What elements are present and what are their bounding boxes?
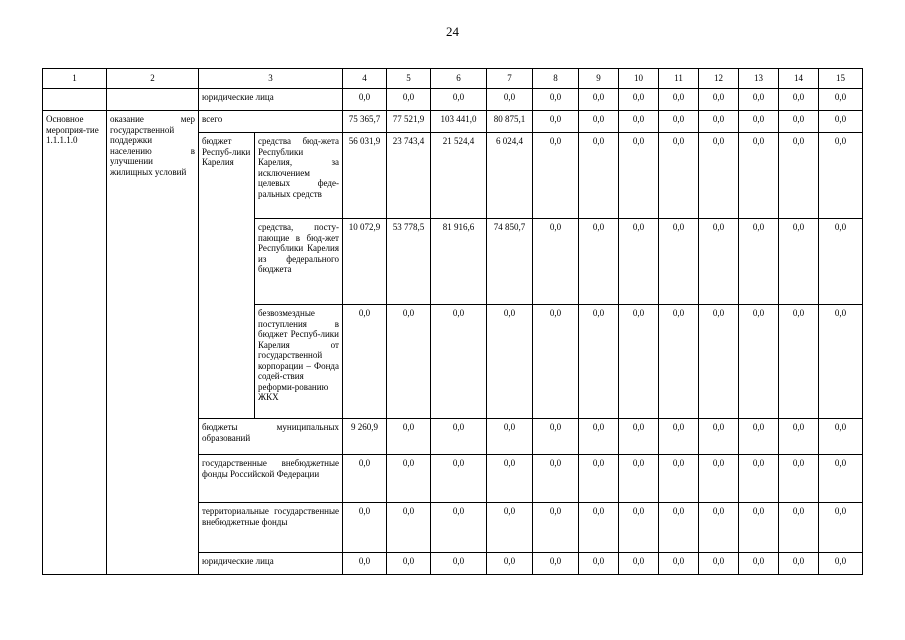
value-cell: 0,0: [819, 503, 863, 553]
value-cell: 0,0: [343, 503, 387, 553]
value-cell: 0,0: [739, 133, 779, 219]
header-cell: 7: [487, 69, 533, 89]
value-cell: 0,0: [779, 133, 819, 219]
value-cell: 0,0: [387, 305, 431, 419]
value-cell: 0,0: [659, 89, 699, 111]
value-cell: 9 260,9: [343, 419, 387, 455]
value-cell: 0,0: [699, 305, 739, 419]
value-cell: 0,0: [619, 503, 659, 553]
value-cell: 0,0: [487, 503, 533, 553]
value-cell: 0,0: [699, 503, 739, 553]
header-cell: 5: [387, 69, 431, 89]
header-cell: 15: [819, 69, 863, 89]
table-row: [43, 111, 863, 133]
value-cell: 0,0: [739, 503, 779, 553]
value-cell: 0,0: [619, 553, 659, 575]
value-cell: 0,0: [431, 553, 487, 575]
source-cell: средства, посту-пающие в бюд-жет Республики Карелия из федерального бюджета: [255, 219, 343, 305]
header-cell: 14: [779, 69, 819, 89]
value-cell: 0,0: [819, 219, 863, 305]
value-cell: 0,0: [579, 219, 619, 305]
header-cell: 3: [199, 69, 343, 89]
budget-group-cell: бюджет Респуб-лики Карелия: [199, 133, 255, 419]
value-cell: 0,0: [739, 111, 779, 133]
value-cell: 21 524,4: [431, 133, 487, 219]
value-cell: 10 072,9: [343, 219, 387, 305]
source-cell: бюджеты муниципальных образований: [199, 419, 343, 455]
value-cell: 0,0: [699, 553, 739, 575]
value-cell: 0,0: [619, 419, 659, 455]
value-cell: 0,0: [487, 305, 533, 419]
value-cell: 0,0: [431, 305, 487, 419]
value-cell: 0,0: [699, 111, 739, 133]
value-cell: 0,0: [533, 111, 579, 133]
value-cell: 0,0: [659, 305, 699, 419]
value-cell: 0,0: [819, 419, 863, 455]
value-cell: 0,0: [619, 133, 659, 219]
header-cell: 9: [579, 69, 619, 89]
value-cell: 0,0: [533, 89, 579, 111]
source-cell: всего: [199, 111, 343, 133]
value-cell: 0,0: [699, 419, 739, 455]
empty-cell: [43, 89, 107, 111]
value-cell: 0,0: [739, 455, 779, 503]
value-cell: 0,0: [819, 111, 863, 133]
value-cell: 56 031,9: [343, 133, 387, 219]
value-cell: 0,0: [487, 553, 533, 575]
value-cell: 0,0: [699, 219, 739, 305]
value-cell: 0,0: [779, 455, 819, 503]
value-cell: 0,0: [579, 419, 619, 455]
value-cell: 0,0: [739, 553, 779, 575]
source-cell: средства бюд-жета Республики Карелия, за исключением целевых феде-ральных средств: [255, 133, 343, 219]
measure-code-cell: Основное мероприя-тие 1.1.1.1.0: [43, 111, 107, 575]
value-cell: 0,0: [387, 419, 431, 455]
value-cell: 0,0: [739, 305, 779, 419]
source-cell: юридические лица: [199, 553, 343, 575]
value-cell: 74 850,7: [487, 219, 533, 305]
header-cell: 4: [343, 69, 387, 89]
value-cell: 77 521,9: [387, 111, 431, 133]
value-cell: 0,0: [431, 503, 487, 553]
header-row: [43, 69, 863, 89]
value-cell: 81 916,6: [431, 219, 487, 305]
value-cell: 0,0: [819, 305, 863, 419]
value-cell: 0,0: [779, 419, 819, 455]
value-cell: 0,0: [343, 455, 387, 503]
value-cell: 0,0: [779, 89, 819, 111]
value-cell: 0,0: [619, 111, 659, 133]
source-cell: безвозмездные поступления в бюджет Респуб-лики Карелия от государственной корпорации – Фонда содей-ствия реформи-рованию ЖКХ: [255, 305, 343, 419]
value-cell: 0,0: [533, 305, 579, 419]
value-cell: 0,0: [779, 111, 819, 133]
header-cell: 2: [107, 69, 199, 89]
value-cell: 0,0: [431, 419, 487, 455]
source-cell: территориальные государственные внебюджетные фонды: [199, 503, 343, 553]
value-cell: 0,0: [533, 419, 579, 455]
value-cell: 0,0: [659, 455, 699, 503]
value-cell: 0,0: [387, 89, 431, 111]
value-cell: 0,0: [343, 89, 387, 111]
value-cell: 80 875,1: [487, 111, 533, 133]
value-cell: 0,0: [579, 89, 619, 111]
value-cell: 0,0: [533, 219, 579, 305]
value-cell: 0,0: [659, 553, 699, 575]
header-cell: 13: [739, 69, 779, 89]
value-cell: 0,0: [533, 455, 579, 503]
value-cell: 23 743,4: [387, 133, 431, 219]
value-cell: 0,0: [819, 455, 863, 503]
value-cell: 0,0: [779, 553, 819, 575]
value-cell: 0,0: [533, 503, 579, 553]
value-cell: 0,0: [431, 89, 487, 111]
value-cell: 0,0: [619, 89, 659, 111]
budget-table: [42, 68, 863, 575]
value-cell: 0,0: [533, 133, 579, 219]
value-cell: 0,0: [387, 455, 431, 503]
value-cell: 0,0: [699, 455, 739, 503]
value-cell: 75 365,7: [343, 111, 387, 133]
value-cell: 0,0: [487, 89, 533, 111]
header-cell: 6: [431, 69, 487, 89]
header-cell: 10: [619, 69, 659, 89]
page-number: 24: [446, 24, 459, 39]
value-cell: 0,0: [387, 503, 431, 553]
source-cell: государственные внебюджетные фонды Российской Федерации: [199, 455, 343, 503]
measure-name-cell: оказание мер государственной поддержки населению в улучшении жилищных условий: [107, 111, 199, 575]
value-cell: 0,0: [819, 89, 863, 111]
header-cell: 1: [43, 69, 107, 89]
table-row: [43, 89, 863, 111]
value-cell: 0,0: [819, 133, 863, 219]
value-cell: 0,0: [659, 219, 699, 305]
value-cell: 0,0: [487, 455, 533, 503]
value-cell: 0,0: [579, 305, 619, 419]
value-cell: 0,0: [343, 305, 387, 419]
value-cell: 6 024,4: [487, 133, 533, 219]
value-cell: 0,0: [659, 503, 699, 553]
value-cell: 0,0: [659, 111, 699, 133]
value-cell: 0,0: [343, 553, 387, 575]
value-cell: 53 778,5: [387, 219, 431, 305]
value-cell: 0,0: [533, 553, 579, 575]
value-cell: 0,0: [699, 89, 739, 111]
source-cell: юридические лица: [199, 89, 343, 111]
header-cell: 8: [533, 69, 579, 89]
value-cell: 0,0: [779, 503, 819, 553]
value-cell: 0,0: [819, 553, 863, 575]
value-cell: 0,0: [579, 553, 619, 575]
value-cell: 0,0: [387, 553, 431, 575]
value-cell: 0,0: [579, 111, 619, 133]
value-cell: 0,0: [619, 219, 659, 305]
value-cell: 0,0: [739, 89, 779, 111]
value-cell: 0,0: [431, 455, 487, 503]
value-cell: 0,0: [487, 419, 533, 455]
value-cell: 0,0: [659, 419, 699, 455]
value-cell: 0,0: [739, 219, 779, 305]
value-cell: 0,0: [579, 455, 619, 503]
value-cell: 0,0: [739, 419, 779, 455]
value-cell: 0,0: [579, 133, 619, 219]
header-cell: 11: [659, 69, 699, 89]
value-cell: 0,0: [579, 503, 619, 553]
header-cell: 12: [699, 69, 739, 89]
value-cell: 0,0: [779, 219, 819, 305]
empty-cell: [107, 89, 199, 111]
value-cell: 0,0: [619, 455, 659, 503]
value-cell: 0,0: [659, 133, 699, 219]
value-cell: 103 441,0: [431, 111, 487, 133]
value-cell: 0,0: [779, 305, 819, 419]
value-cell: 0,0: [619, 305, 659, 419]
value-cell: 0,0: [699, 133, 739, 219]
